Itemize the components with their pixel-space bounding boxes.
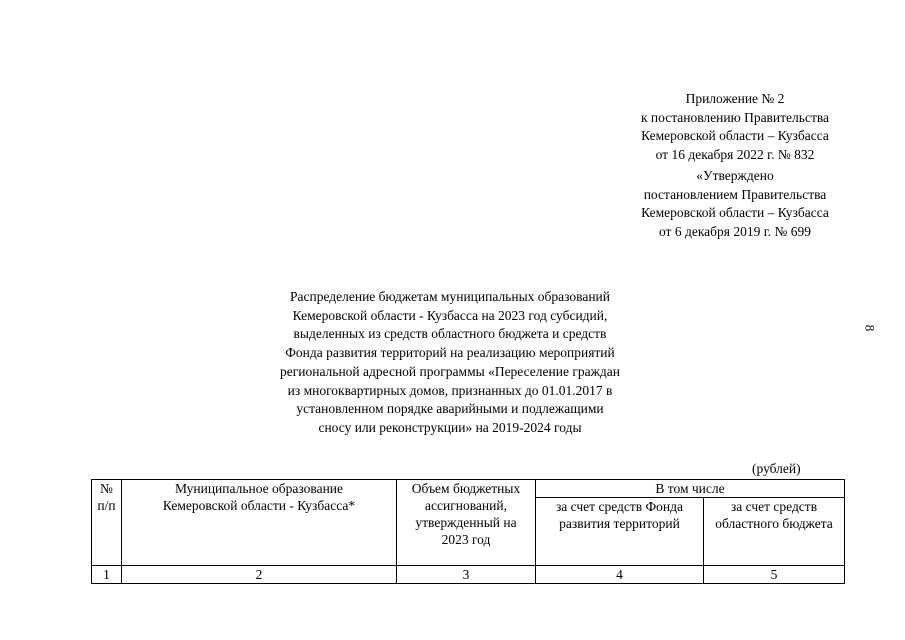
header-text: областного бюджета xyxy=(715,516,833,531)
appendix-header xyxy=(600,90,870,164)
header-cell-municipality xyxy=(122,480,397,566)
title-line: сносу или реконструкции» на 2019-2024 годы xyxy=(318,419,582,435)
title-line: региональной адресной программы «Переселение граждан xyxy=(279,363,621,379)
column-number-cell: 2 xyxy=(122,566,397,584)
header-cell-fund xyxy=(536,498,704,566)
title-line: выделенных из средств областного бюджета и средств xyxy=(293,326,607,342)
title-line: из многоквартирных домов, признанных до 01.01.2017 в xyxy=(287,382,613,398)
header-text: Кемеровской области - Кузбасса* xyxy=(162,498,356,513)
header-text: 2023 год xyxy=(441,532,491,547)
header-text: Объем бюджетных xyxy=(411,481,521,496)
table-row xyxy=(92,566,845,584)
header-text: утвержденный на xyxy=(415,515,517,530)
page-number: 8 xyxy=(862,324,878,332)
column-number-cell: 4 xyxy=(536,566,704,584)
title-line: Распределение бюджетам муниципальных образований xyxy=(289,289,610,304)
header-text: ассигнований, xyxy=(425,498,507,513)
header-text: п/п xyxy=(97,498,116,513)
header-text: Муниципальное образование xyxy=(174,481,344,496)
appendix-line: к постановлению Правительства xyxy=(640,109,830,125)
approval-line: от 6 декабря 2019 г. № 699 xyxy=(658,223,812,239)
header-cell-regional-budget xyxy=(704,498,845,566)
budget-distribution-table xyxy=(91,479,845,584)
approval-line: Кемеровской области – Кузбасса xyxy=(641,205,829,220)
header-cell-including xyxy=(536,480,845,498)
approval-note xyxy=(600,167,870,241)
column-number-cell: 5 xyxy=(704,566,845,584)
header-cell-total-allocation xyxy=(397,480,536,566)
units-label: (рублей) xyxy=(752,461,801,476)
approval-line: «Утверждено xyxy=(696,168,774,183)
header-text: за счет средств Фонда xyxy=(555,499,684,514)
title-line: Фонда развития территорий на реализацию мероприятий xyxy=(285,345,615,361)
appendix-line: от 16 декабря 2022 г. № 832 xyxy=(655,146,815,162)
column-number-cell: 1 xyxy=(92,566,122,584)
approval-line: постановлением Правительства xyxy=(643,186,827,202)
title-line: установленном порядке аварийными и подлежащими xyxy=(296,401,604,417)
document-title xyxy=(230,288,670,438)
header-text: за счет средств xyxy=(730,499,818,514)
header-text: В том числе xyxy=(655,481,725,496)
header-text: развития территорий xyxy=(559,516,680,531)
title-line: Кемеровской области - Кузбасса на 2023 год субсидий, xyxy=(292,307,608,323)
appendix-line: Приложение № 2 xyxy=(685,91,785,106)
table-header-row xyxy=(92,480,845,498)
header-text: № xyxy=(100,481,113,496)
header-cell-number xyxy=(92,480,122,566)
column-number-cell: 3 xyxy=(397,566,536,584)
appendix-line: Кемеровской области – Кузбасса xyxy=(641,128,829,143)
